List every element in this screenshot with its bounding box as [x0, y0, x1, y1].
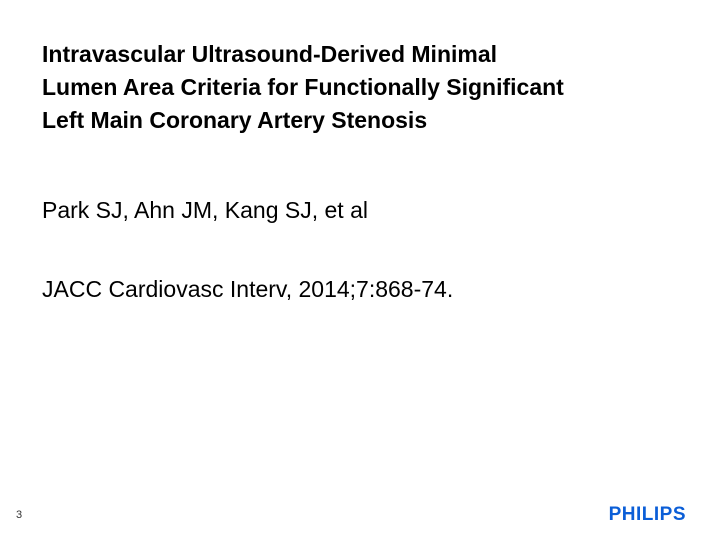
title-line-3: Left Main Coronary Artery Stenosis: [42, 107, 428, 133]
title-line-1: Intravascular Ultrasound-Derived Minimal: [42, 41, 498, 67]
slide-number: 3: [16, 509, 23, 521]
philips-logo: PHILIPS: [608, 504, 686, 525]
title-line-2: Lumen Area Criteria for Functionally Significant: [42, 74, 564, 100]
slide-title: [42, 38, 692, 137]
citation-text: JACC Cardiovasc Interv, 2014;7:868-74.: [42, 276, 454, 302]
authors-text: Park SJ, Ahn JM, Kang SJ, et al: [42, 197, 368, 223]
